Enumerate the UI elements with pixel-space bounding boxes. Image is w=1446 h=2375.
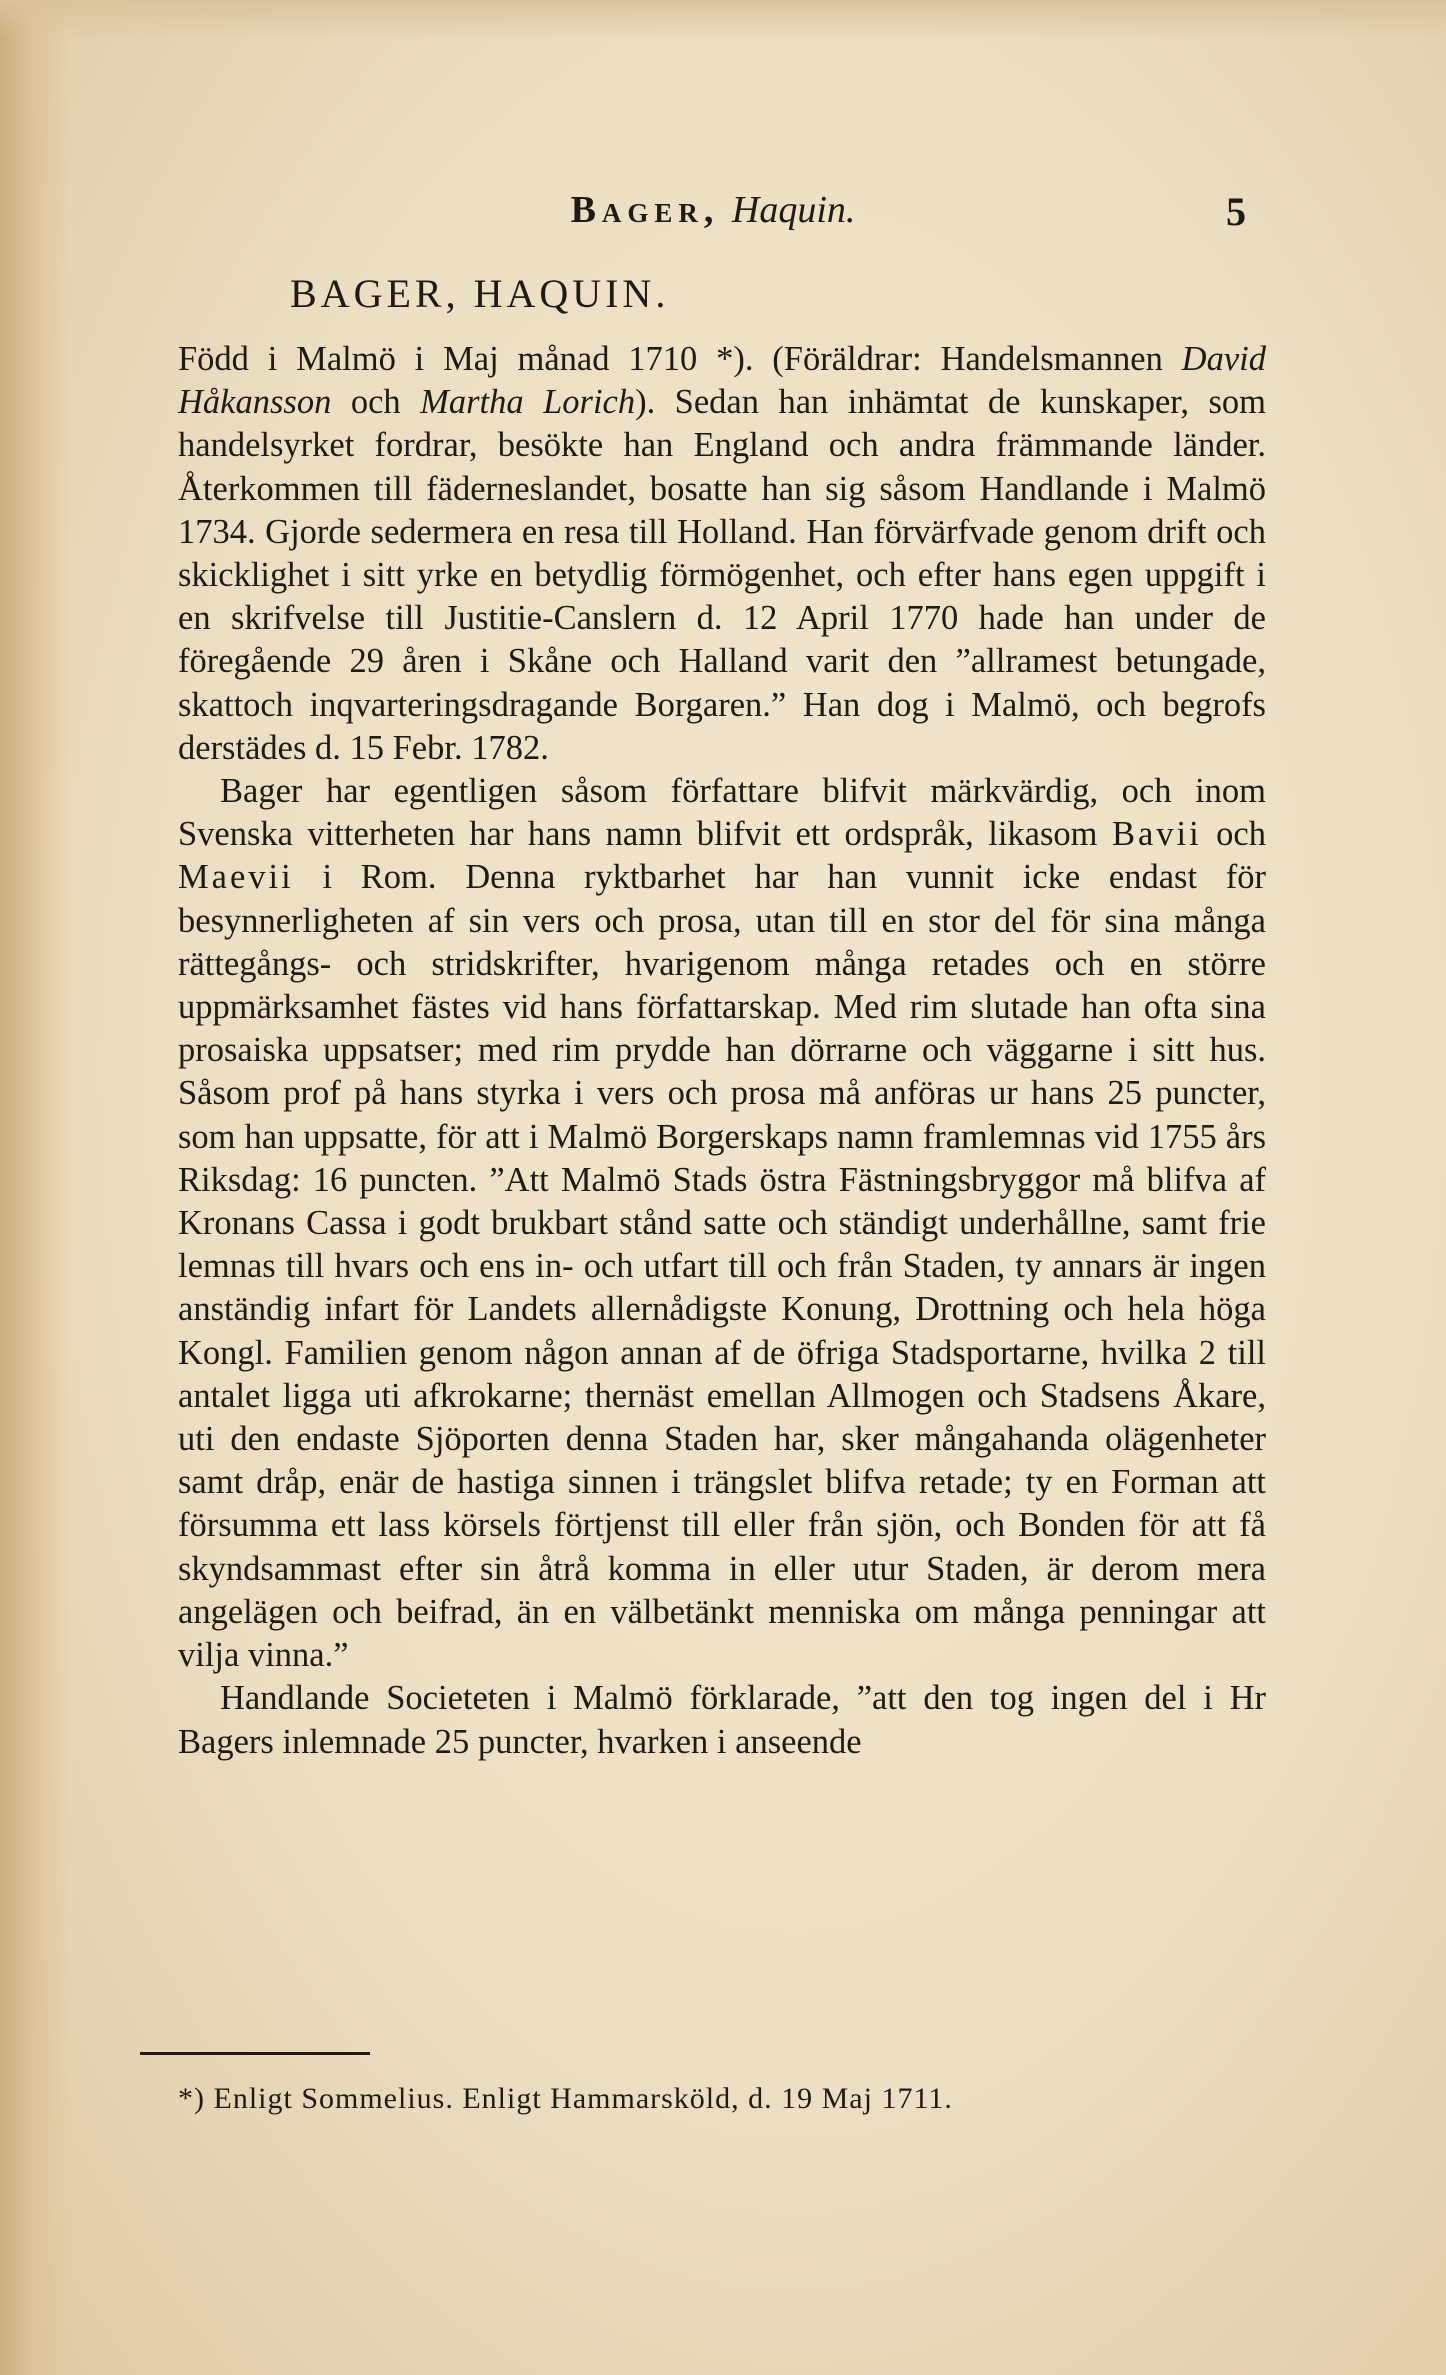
text-run: Bager har egentligen såsom författare blifvit märkvärdig, och inom Svenska vitterheten har hans namn blifvit ett ordspråk, likasom	[178, 772, 1266, 854]
page-edge-shading	[0, 0, 70, 2375]
italic-name: David Håkansson	[178, 340, 1266, 422]
footnote-rule	[140, 2052, 370, 2055]
running-head	[180, 188, 1246, 232]
text-run: och	[1201, 815, 1266, 854]
body-paragraph	[178, 1677, 1266, 1763]
text-run: och	[331, 383, 421, 422]
footnote: *) Enligt Sommelius. Enligt Hammarsköld, d. 19 Maj 1711.	[178, 2082, 953, 2115]
page-top-shading	[0, 0, 1446, 40]
text-run: i Rom. Denna ryktbarhet har han vunnit icke endast för besynnerligheten af sin vers och prosa, utan till en stor del för sina många rättegångs- och stridskrifter, hvarigenom många retades och en större uppmärksamhet fästes vid hans författarskap. Med rim slutade han ofta sina prosaiska uppsatser; med rim prydde han dörrarne och väggarne i sitt hus. Såsom prof på hans styrka i vers och prosa må anföras ur hans 25 puncter, som han uppsatte, för att i Malmö Borgerskaps namn framlemnas vid 1755 års Riksdag: 16 puncten. ”Att Malmö Stads östra Fästningsbryggor må blifva af Kronans Cassa i godt brukbart stånd satte och ständigt underhållne, samt frie lemnas till hvars och ens in- och utfart till och från Staden, ty annars är ingen anständig infart för Landets allernådigste Konung, Drottning och hela höga Kongl. Familien genom någon annan af de öfriga Stadsportarne, hvilka 2 till antalet ligga uti afkrokarne; thernäst emellan Allmogen och Stadsens Åkare, uti den endaste Sjöporten denna Staden har, sker mångahanda olägenheter samt dråp, enär de hastiga sinnen i trängslet blifva retade; ty en Forman att försumma ett lass körsels förtjenst till eller från sjön, och Bonden för att få skyndsammast efter sin åtrå komma in eller utur Staden, är derom mera angelägen och beifrad, än en välbetänkt menniska om många penningar att vilja vinna.”	[178, 858, 1266, 1675]
entry-body	[178, 338, 1266, 1764]
text-run: Handlande Societeten i Malmö förklarade, ”att den tog ingen del i Hr Bagers inlemnade 25 puncter, hvarken i anseende	[178, 1679, 1266, 1761]
page-number: 5	[1226, 189, 1246, 234]
text-run: Född i Malmö i Maj månad 1710 *). (Föräldrar: Handelsmannen	[178, 340, 1182, 378]
spaced-name: Bavii	[1111, 815, 1202, 854]
page-header	[180, 188, 1246, 248]
running-head-given: Haquin.	[731, 189, 856, 231]
text-run: ). Sedan han inhämtat de kunskaper, som handelsyrket fordrar, besökte han England och andra främmande länder. Återkommen till fäderneslandet, bosatte han sig såsom Handlande i Malmö 1734. Gjorde sedermera en resa till Holland. Han förvärfvade genom drift och skicklighet i sitt yrke en betydlig förmögenhet, och efter hans egen uppgift i en skrifvelse till Justitie-Canslern d. 12 April 1770 hade han under de föregående 29 åren i Skåne och Halland varit den ”allramest betungade, skattoch inqvarteringsdragande Borgaren.” Han dog i Malmö, och begrofs derstädes d. 15 Febr. 1782.	[178, 383, 1266, 767]
body-paragraph	[178, 770, 1266, 1677]
entry-heading: BAGER, HAQUIN.	[290, 271, 670, 316]
running-head-surname: Bager,	[570, 189, 720, 231]
italic-name: Martha Lorich	[420, 383, 636, 422]
spaced-name: Maevii	[178, 858, 294, 897]
body-paragraph	[178, 338, 1266, 770]
